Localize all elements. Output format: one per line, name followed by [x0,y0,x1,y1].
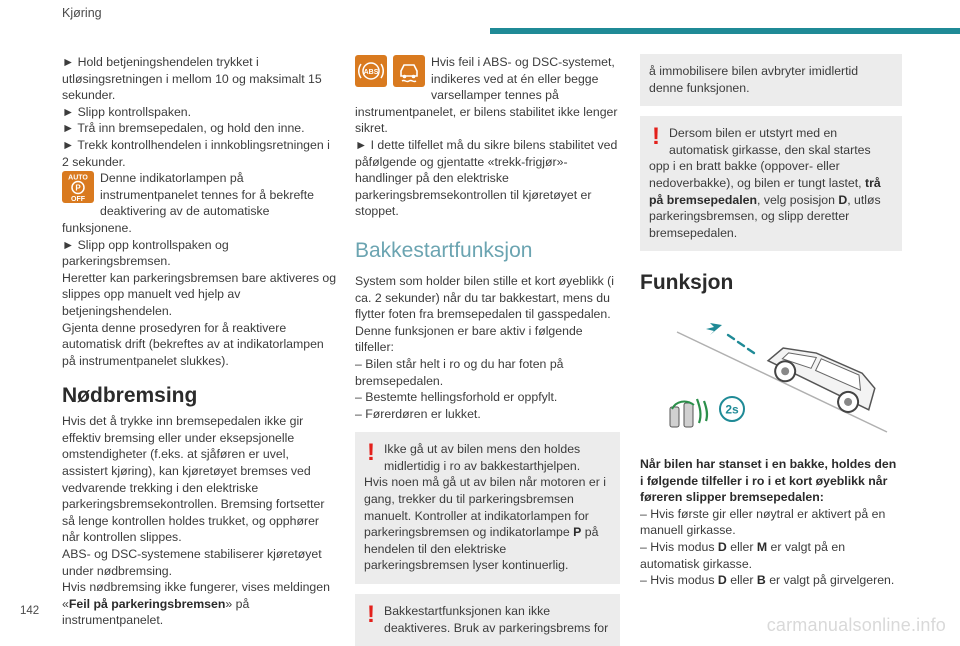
column-3 [640,54,902,589]
abs-label: ABS [363,69,379,76]
condition-slope: – Bestemte hellingsforhold er oppfylt. [355,390,558,405]
warning-exit-text: Ikke gå ut av bilen mens den holdes midlertidig i ro av bakkestarthjelpen. [384,442,581,473]
watermark: carmanualsonline.info [766,615,946,635]
sel-text-e: er valgt på girvelgeren. [765,573,895,588]
step-hold-release: ► Hold betjeningshendelen trykket i utløsingsretningen i mellom 10 og maksimalt 15 sekunder. [62,55,322,103]
warning-box-continued [640,54,902,106]
warning-icon: ! [652,123,660,151]
hill-start-description: System som holder bilen stille et kort øyeblikk (i ca. 2 sekunder) når du tar bakkestart, mens du flytter foten fra bremsepedalen til gasspedalen. [355,273,615,322]
repeat-procedure-note: Gjenta denne prosedyren for å reaktivere automatisk drift (bekreftes av at indikatorlampen på instrumentpanelet slukkes). [62,320,324,368]
function-title: Funksjon [640,271,734,295]
warning-automatic-text [649,125,893,241]
page-number: 142 [20,605,40,617]
abs-dsc-indicator-line [355,54,620,137]
sel-b: B [756,573,766,588]
warning-deactivate-text: Bakkestartfunksjonen kan ikke deaktiveres. Bruk av parkeringsbrems for [384,604,609,635]
emergency-braking-title: Nødbremsing [62,384,198,408]
auto-label: AUTO [68,174,88,182]
hill-start-illustration [652,317,892,437]
auto-text-b: trå på bremsepedalen [649,175,881,207]
fault-text-c: » på instrumentpanelet. [62,596,250,628]
step-release-lever: ► Slipp kontrollspaken. [62,104,192,119]
sel-d: D [717,573,727,588]
fault-text-a: Hvis nødbremsing ikke fungerer, vises meldingen « [62,580,330,611]
hill-start-conditions-intro: Denne funksjonen er bare aktiv i følgende tilfeller: [355,323,583,355]
step-pull-lever: ► Trekk kontrollhendelen i innkoblingsretningen i 2 sekunder. [62,137,330,169]
auto-text-e: , utløs parkeringsbremsen, og slipp deretter bremsepedalen. [649,192,881,240]
auto-text-c: , velg posisjon [756,192,839,207]
function-selector-mode [640,572,902,589]
manual-only-note: Heretter kan parkeringsbremsen bare aktiveres og slippes opp manuelt ved hjelp av betjeningshendelen. [62,270,337,318]
sel-text-a: – Hvis modus [640,573,718,588]
column-2 [355,54,620,646]
step-press-brake: ► Trå inn bremsepedalen, og hold den inne. [62,121,305,136]
warning-box-exit [355,432,620,584]
header-accent-bar [490,28,960,34]
condition-stationary: – Bilen står helt i ro og du har foten på bremsepedalen. [355,356,564,388]
abs-dsc-note: ABS- og DSC-systemene stabiliserer kjøretøyet under nødbremsing. [62,547,322,578]
section-header: Kjøring [62,6,102,20]
warning-handbrake-text [364,474,611,574]
function-manual-gear: – Hvis første gir eller nøytral er aktivert på en manuell girkasse. [640,506,886,538]
warn-p-label: P [573,525,582,540]
condition-door: – Førerdøren er lukket. [355,406,481,421]
fault-message-note [62,579,338,629]
warning-box-deactivate [355,594,620,646]
auto-text-d: D [838,192,848,207]
sel-text-c: eller [726,573,757,588]
warning-box-automatic [640,116,902,251]
warn-text-d: på hendelen til den elektriske parkeringsbremsen lyser kontinuerlig. [364,525,599,573]
hill-start-title: Bakkestartfunksjon [355,238,533,262]
mode-text-e: er valgt på en automatisk girkasse. [640,539,846,571]
timer-label: 2s [725,402,739,417]
column-1 [62,54,338,629]
warning-continued-text: å immobilisere bilen avbryter imidlertid denne funksjonen. [649,64,859,95]
warn-text-b: Hvis noen må gå ut av bilen når motoren er i gang, trekker du til parkeringsbremsen manuelt. Kontroller at indikatorlampen for parkeringsbremsen og indikatorlampe [364,475,606,540]
auto-off-indicator-line [62,170,338,236]
function-automatic-mode [640,539,902,572]
parking-auto-off-icon [62,171,94,203]
fault-message: Feil på parkeringsbremsen [68,596,226,611]
warning-icon: ! [367,601,375,629]
mode-m: M [756,539,768,554]
mode-d: D [717,539,727,554]
indicator-description: Denne indikatorlampen på instrumentpanelet tennes for å bekrefte deaktivering av de automatiske funksjonene. [62,171,314,235]
mode-text-a: – Hvis modus [640,539,718,554]
auto-text-a: Dersom bilen er utstyrt med en automatisk girkasse, den skal startes opp i en bratt bakke (oppover- eller nedoverbakke), og bilen er tungt lastet, [649,126,871,190]
p-label: P [75,183,81,193]
emergency-braking-paragraph: Hvis det å trykke inn bremsepedalen ikke gir effektiv bremsing eller under eksepsjonelle omstendigheter (f.eks. at sjåføren er uvel, assistert kjøring), kan kjøretøyet bremses ved vedvarende trekking i den elektriske parkeringsbremsekontrollen. Bremsing fortsetter så lenge kontrollen holdes trukket, og opphører når kontrollen slippes. [62,414,325,545]
function-intro: Når bilen har stanset i en bakke, holdes den i følgende tilfeller i ro i et kort øyeblikk når føreren slipper bremsepedalen: [640,456,897,505]
abs-warning-icon [355,55,387,87]
off-label: OFF [71,196,85,204]
mode-text-c: eller [726,539,757,554]
stability-step: ► I dette tilfellet må du sikre bilens stabilitet ved påfølgende og gjentatte «trekk-frigjør»-handlinger på den elektriske parkeringsbremsekontrollen til kjøretøyet er stoppet. [355,137,618,219]
dsc-warning-icon [393,55,425,87]
step-release-brake: ► Slipp opp kontrollspaken og parkeringsbremsen. [62,237,229,269]
abs-dsc-fault-paragraph: Hvis feil i ABS- og DSC-systemet, indikeres ved at én eller begge varsellamper tennes på instrumentpanelet, er bilens stabilitet ikke lenger sikret. [355,55,618,136]
warning-icon: ! [367,439,375,467]
